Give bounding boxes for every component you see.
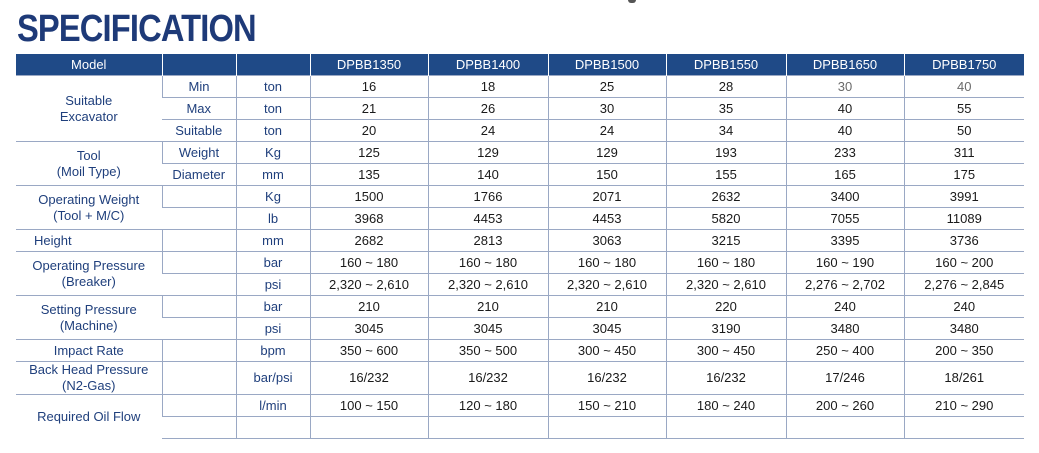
table-cell [786,417,904,439]
sub-label [162,362,236,395]
model-column-header: DPBB1350 [310,54,428,76]
table-cell: 3400 [786,186,904,208]
group-label: Required Oil Flow [16,395,162,439]
table-cell: 193 [666,142,786,164]
sub-label [162,186,236,208]
table-cell [904,417,1024,439]
model-column-header: DPBB1550 [666,54,786,76]
group-label: Back Head Pressure (N2-Gas) [16,362,162,395]
unit-label: Kg [236,142,310,164]
table-cell: 17/246 [786,362,904,395]
unit-label: Kg [236,186,310,208]
table-cell: 3190 [666,318,786,340]
unit-label: ton [236,76,310,98]
group-label: Operating Weight (Tool + M/C) [16,186,162,230]
table-cell: 165 [786,164,904,186]
table-row [16,395,1024,417]
table-cell: 125 [310,142,428,164]
unit-label: l/min [236,395,310,417]
table-cell [310,417,428,439]
table-row [16,164,1024,186]
table-cell: 233 [786,142,904,164]
table-cell: 155 [666,164,786,186]
sub-label [162,252,236,274]
table-cell: 150 ~ 210 [548,395,666,417]
table-cell: 16/232 [548,362,666,395]
table-cell: 311 [904,142,1024,164]
table-cell: 210 ~ 290 [904,395,1024,417]
sub-label [162,318,236,340]
table-row [16,417,1024,439]
table-row [16,252,1024,274]
sub-label [162,230,236,252]
sub-label [162,208,236,230]
table-cell: 129 [428,142,548,164]
table-cell: 3736 [904,230,1024,252]
table-cell: 140 [428,164,548,186]
table-cell: 180 ~ 240 [666,395,786,417]
table-cell: 4453 [428,208,548,230]
table-cell: 4453 [548,208,666,230]
table-row [16,98,1024,120]
table-cell: 350 ~ 500 [428,340,548,362]
unit-label: mm [236,230,310,252]
table-cell: 200 ~ 260 [786,395,904,417]
table-cell: 3045 [428,318,548,340]
table-row [16,340,1024,362]
table-cell [666,417,786,439]
table-cell: 28 [666,76,786,98]
table-row [16,186,1024,208]
table-cell: 175 [904,164,1024,186]
table-cell: 240 [904,296,1024,318]
sub-label: Min [162,76,236,98]
table-cell: 3063 [548,230,666,252]
table-row [16,230,1024,252]
table-cell: 16 [310,76,428,98]
decorative-mark [628,0,636,3]
sub-label: Suitable [162,120,236,142]
table-cell: 18 [428,76,548,98]
table-cell: 3045 [548,318,666,340]
table-cell: 35 [666,98,786,120]
table-cell: 2,276 ~ 2,845 [904,274,1024,296]
table-cell: 120 ~ 180 [428,395,548,417]
unit-label: ton [236,98,310,120]
table-cell: 16/232 [666,362,786,395]
table-cell: 129 [548,142,666,164]
table-cell: 3045 [310,318,428,340]
table-cell: 350 ~ 600 [310,340,428,362]
table-cell: 26 [428,98,548,120]
table-cell: 50 [904,120,1024,142]
unit-label: psi [236,318,310,340]
header-row [16,54,1024,76]
table-cell: 210 [310,296,428,318]
table-cell: 160 ~ 200 [904,252,1024,274]
table-cell: 30 [786,76,904,98]
table-cell: 25 [548,76,666,98]
unit-label: lb [236,208,310,230]
page-title: SPECIFICATION [17,8,256,50]
table-cell: 250 ~ 400 [786,340,904,362]
sub-label [162,340,236,362]
table-cell: 3215 [666,230,786,252]
table-cell: 3991 [904,186,1024,208]
table-cell: 1766 [428,186,548,208]
model-column-header: DPBB1400 [428,54,548,76]
unit-label: mm [236,164,310,186]
unit-label: bar [236,296,310,318]
table-cell: 300 ~ 450 [548,340,666,362]
specification-table [16,54,1024,439]
table-cell: 135 [310,164,428,186]
table-cell: 240 [786,296,904,318]
table-cell: 16/232 [428,362,548,395]
sub-label [162,296,236,318]
table-cell: 40 [904,76,1024,98]
table-cell: 2,320 ~ 2,610 [428,274,548,296]
table-cell: 34 [666,120,786,142]
unit-label [236,417,310,439]
table-row [16,318,1024,340]
table-cell: 20 [310,120,428,142]
group-label: Tool (Moil Type) [16,142,162,186]
table-cell: 21 [310,98,428,120]
sub-label: Max [162,98,236,120]
table-cell: 200 ~ 350 [904,340,1024,362]
table-cell: 160 ~ 180 [548,252,666,274]
table-cell: 40 [786,98,904,120]
table-cell: 7055 [786,208,904,230]
sub-label: Diameter [162,164,236,186]
table-cell: 3395 [786,230,904,252]
unit-label: bar [236,252,310,274]
table-cell: 24 [428,120,548,142]
table-cell: 16/232 [310,362,428,395]
group-label: Height [16,230,162,252]
table-cell: 40 [786,120,904,142]
table-cell: 2071 [548,186,666,208]
table-cell: 24 [548,120,666,142]
table-cell: 210 [548,296,666,318]
table-cell: 11089 [904,208,1024,230]
table-cell: 2,320 ~ 2,610 [310,274,428,296]
table-row [16,142,1024,164]
table-cell: 3968 [310,208,428,230]
unit-label: bpm [236,340,310,362]
table-row [16,208,1024,230]
table-cell: 2,276 ~ 2,702 [786,274,904,296]
table-cell: 300 ~ 450 [666,340,786,362]
sub-label [162,417,236,439]
header-blank [236,54,310,76]
table-cell: 3480 [904,318,1024,340]
model-header: Model [16,54,162,76]
table-cell: 55 [904,98,1024,120]
table-row [16,362,1024,395]
model-column-header: DPBB1650 [786,54,904,76]
unit-label: ton [236,120,310,142]
group-label: Setting Pressure (Machine) [16,296,162,340]
group-label: Impact Rate [16,340,162,362]
unit-label: psi [236,274,310,296]
table-cell: 160 ~ 180 [428,252,548,274]
table-cell: 160 ~ 180 [310,252,428,274]
group-label: Suitable Excavator [16,76,162,142]
table-cell: 1500 [310,186,428,208]
table-row [16,296,1024,318]
table-cell: 5820 [666,208,786,230]
table-cell: 160 ~ 190 [786,252,904,274]
table-cell: 2813 [428,230,548,252]
table-cell: 160 ~ 180 [666,252,786,274]
group-label: Operating Pressure (Breaker) [16,252,162,296]
header-blank [162,54,236,76]
table-row [16,274,1024,296]
sub-label [162,395,236,417]
table-cell [428,417,548,439]
table-cell: 210 [428,296,548,318]
model-column-header: DPBB1500 [548,54,666,76]
table-row [16,120,1024,142]
sub-label: Weight [162,142,236,164]
table-cell: 30 [548,98,666,120]
sub-label [162,274,236,296]
table-cell: 2632 [666,186,786,208]
table-cell: 2682 [310,230,428,252]
table-cell: 18/261 [904,362,1024,395]
table-cell: 220 [666,296,786,318]
table-cell [548,417,666,439]
table-cell: 3480 [786,318,904,340]
table-cell: 2,320 ~ 2,610 [548,274,666,296]
table-cell: 2,320 ~ 2,610 [666,274,786,296]
unit-label: bar/psi [236,362,310,395]
model-column-header: DPBB1750 [904,54,1024,76]
table-cell: 100 ~ 150 [310,395,428,417]
table-row [16,76,1024,98]
table-cell: 150 [548,164,666,186]
